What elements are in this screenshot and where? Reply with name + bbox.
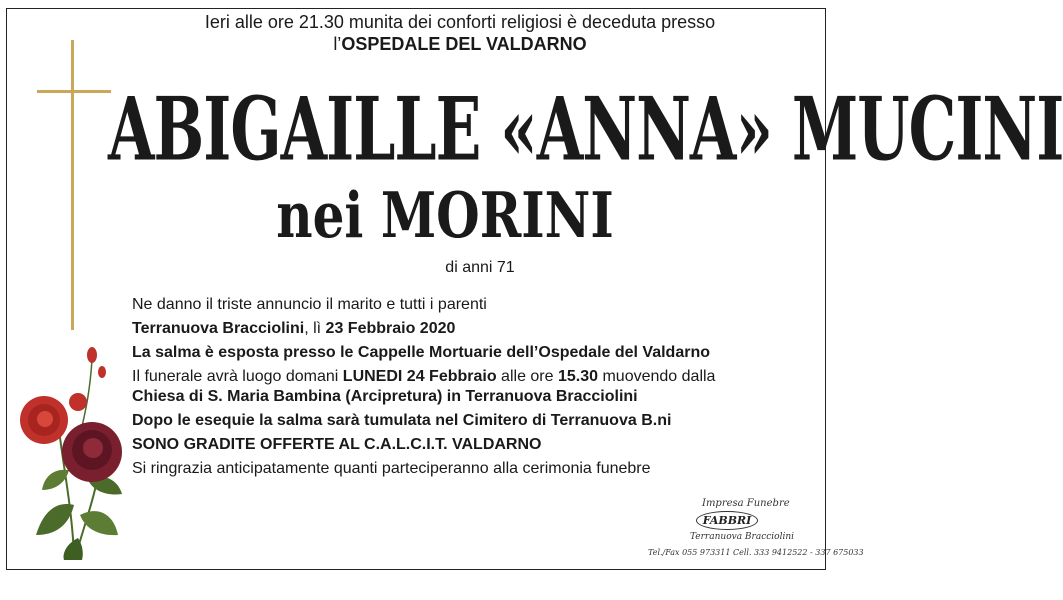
intro-prefix: l’: [333, 34, 342, 54]
funeral-text-a: Il funerale avrà luogo domani: [132, 368, 343, 385]
funeral-home-logo: [688, 498, 795, 548]
announcement-line-3: La salma è esposta presso le Cappelle Mortuarie dell’Ospedale del Valdarno: [132, 344, 710, 361]
announcement-line-1: Ne danno il triste annuncio il marito e tutti i parenti: [132, 296, 487, 313]
announcement-line-8: Si ringrazia anticipatamente quanti parteciperanno alla cerimonia funebre: [132, 460, 651, 477]
funeral-text-c: muovendo dalla: [598, 368, 716, 385]
funeral-time: 15.30: [557, 368, 599, 385]
announcement-line-5: Chiesa di S. Maria Bambina (Arcipretura) in Terranuova Bracciolini: [132, 388, 638, 405]
age: di anni 71: [445, 259, 515, 276]
funeral-day: LUNEDI 24 Febbraio: [342, 368, 497, 385]
date: 23 Febbraio 2020: [325, 320, 456, 337]
funeral-home-contact: Tel./Fax 055 973311 Cell. 333 9412522 - 337 675033: [648, 548, 864, 557]
intro-line-2: [130, 34, 790, 54]
announcement-text: [132, 296, 812, 484]
place: Terranuova Bracciolini: [132, 320, 305, 337]
announcement-line-7: SONO GRADITE OFFERTE AL C.A.L.C.I.T. VALDARNO: [132, 436, 542, 453]
logo-tagline: Impresa Funebre: [702, 498, 790, 509]
announcement-line-4: [132, 368, 812, 386]
deceased-name: ABIGAILLE «ANNA» MUCINI: [108, 79, 1063, 182]
cross-horizontal: [37, 90, 111, 93]
logo-name: FABBRI: [696, 511, 758, 530]
cross-vertical: [71, 40, 74, 330]
funeral-text-b: alle ore: [496, 368, 558, 385]
announcement-line-6: Dopo le esequie la salma sarà tumulata nel Cimitero di Terranuova B.ni: [132, 412, 672, 429]
announcement-line-2: [132, 320, 812, 338]
married-name: nei MORINI: [276, 178, 614, 252]
roses-illustration: [14, 340, 144, 560]
logo-town: Terranuova Bracciolini: [690, 532, 795, 542]
hospital-name: OSPEDALE DEL VALDARNO: [341, 34, 587, 54]
intro-line-1: Ieri alle ore 21.30 munita dei conforti religiosi è deceduta presso: [204, 12, 716, 32]
place-date-separator: , lì: [304, 320, 326, 337]
